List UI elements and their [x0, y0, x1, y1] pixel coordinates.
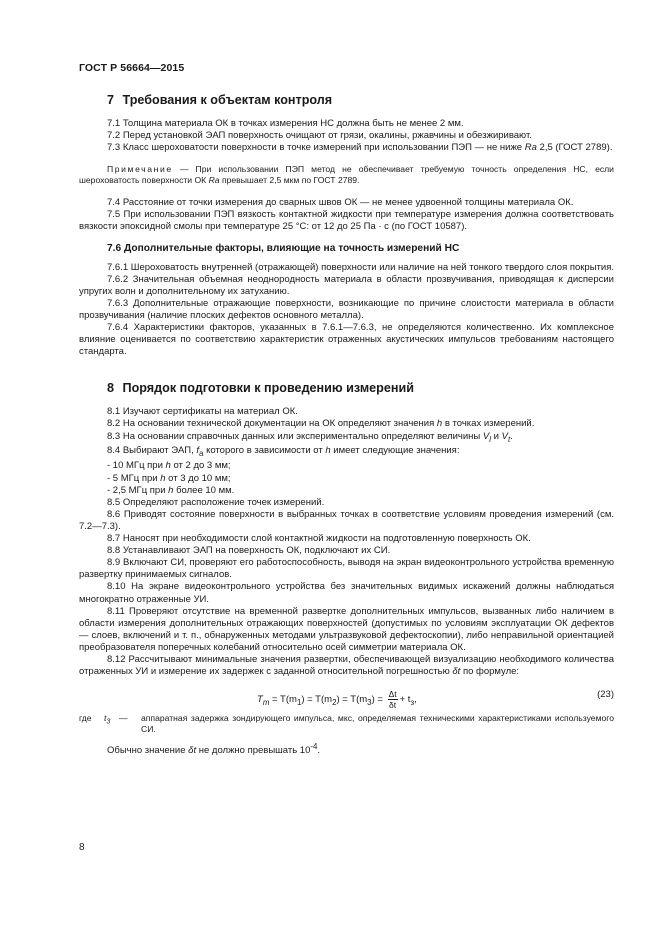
section-8-title: Порядок подготовки к проведению измерений: [122, 381, 414, 396]
page-number: 8: [79, 842, 85, 853]
formula-23: [79, 682, 614, 710]
para-7-3: 7.3 Класс шероховатости поверхности в точке измерений при использовании ПЭП — не ниже Ra 2,5 (ГОСТ 2789).: [107, 142, 613, 154]
para-7-4: 7.4 Расстояние от точки измерения до сварных швов ОК — не менее удвоенной толщины материала ОК.: [107, 197, 574, 209]
para-8-4: 8.4 Выбирают ЭАП, $f_a$ которого в зависимости от h имеет следующие значения:: [107, 445, 460, 459]
para-8-12: 8.12 Рассчитывают минимальные значения развертки, обеспечивающей визуализацию необходимого количества отраженных УИ и измерение их задержек с заданной относительной погрешностью δt по формуле:: [79, 653, 614, 678]
para-7-1: 7.1 Толщина материала ОК в точках измерения НС должна быть не менее 2 мм.: [107, 118, 464, 129]
para-8-8: 8.8 Устанавливают ЭАП на поверхность ОК, подключают их СИ.: [107, 545, 391, 557]
section-7-title: Требования к объектам контроля: [122, 93, 333, 107]
para-8-9: 8.9 Включают СИ, проверяют его работоспособность, выводя на экран видеоконтрольного устройства временную развертку принимаемых сигналов.: [79, 557, 614, 581]
para-7-6-3: 7.6.3 Дополнительные отражающие поверхности, возникающие по причине слоистости материала в области прозвучивания (наличие плоских дефектов основного металла).: [79, 297, 614, 321]
para-8-3: 8.3 На основании справочных данных или экспериментально определяют величины $V_l$ и $V_t$.: [107, 430, 513, 444]
section-7-6-heading: 7.6 Дополнительные факторы, влияющие на точность измерений НС: [107, 242, 460, 254]
document-body: [79, 88, 614, 757]
section-8-number: 8: [107, 381, 115, 396]
where-clause: где $t_3$ — аппаратная задержка зондирующего импульса, мкс, определяемая техническими характеристиками используемого СИ.: [79, 713, 614, 735]
note-7-3: Примечание — При использовании ПЭП метод не обеспечивает требуемую точность определения НС, если шероховатость поверхности ОК Ra превышает 2,5 мкм по ГОСТ 2789.: [79, 164, 614, 186]
para-7-6-1: 7.6.1 Шероховатость внутренней (отражающей) поверхности или наличие на ней тонкого твердого слоя покрытия.: [107, 261, 614, 273]
para-8-5: 8.5 Определяют расположение точек измерений.: [107, 496, 325, 508]
para-8-10: 8.10 На экране видеоконтрольного устройства без значительных видимых искажений должны наблюдаться многократно отраженные УИ.: [79, 581, 614, 605]
para-8-2: 8.2 На основании технической документации на ОК определяют значения h в точках измерений.: [107, 418, 535, 430]
para-7-6-4: 7.6.4 Характеристики факторов, указанных в 7.6.1—7.6.3, не определяются количественно. Их комплексное влияние оценивается по соответствию характеристик отраженных акустических импульсов требованиям настоящего стандарта.: [79, 322, 614, 358]
list-item: - 2,5 МГц при h более 10 мм.: [107, 484, 235, 496]
section-7-heading: [107, 93, 614, 107]
para-8-6: 8.6 Приводят состояние поверхности в выбранных точках в соответствие условиям проведения измерений (см. 7.2—7.3).: [79, 508, 614, 532]
section-8-heading: [107, 381, 614, 395]
formula-fraction: $\frac{\Delta t}{\delta t}$: [388, 689, 397, 711]
equation-number: (23): [597, 689, 614, 701]
document-header: ГОСТ Р 56664—2015: [79, 62, 185, 74]
section-7-number: 7: [107, 93, 115, 107]
para-8-11: 8.11 Проверяют отсутствие на временной развертке дополнительных импульсов, вызванных либо наличием в области измерения дополнительных отражающих поверхностей (допустимых по условиям эксплуатации ОК дефектов — слоев, включений и т. п., обнаруженных методами ультразвуковой дефектоскопии), либо неправильной ориентацией преобразователя поперечных колебаний относительно осей симметрии материала ОК.: [79, 605, 614, 653]
para-8-1: 8.1 Изучают сертификаты на материал ОК.: [107, 406, 298, 418]
para-7-2: 7.2 Перед установкой ЭАП поверхность очищают от грязи, окалины, ржавчины и обезжиривают.: [107, 130, 532, 142]
list-item: - 10 МГц при h от 2 до 3 мм;: [107, 460, 231, 472]
formula-expression: $T_m = T(m_1) = T(m_2) = T(m_3)$ = $\frac{\Delta t}{\delta t}$ + $t_з$,: [257, 689, 417, 711]
note-label: Примечание: [107, 164, 173, 175]
para-8-7: 8.7 Наносят при необходимости слой контактной жидкости на подготовленную поверхность ОК.: [107, 533, 531, 545]
para-7-6-2: 7.6.2 Значительная объемная неоднородность материала в области прозвучивания, приводящая к дисперсии упругих волн и дополнительному их затуханию.: [79, 273, 614, 297]
para-final: Обычно значение δt не должно превышать $10^{-4}$.: [107, 742, 321, 757]
list-item: - 5 МГц при h от 3 до 10 мм;: [107, 472, 231, 484]
para-7-5: 7.5 При использовании ПЭП вязкость контактной жидкости при температуре измерения должна соответствовать вязкости эпоксидной смолы при температуре 25 °С: от 12 до 25 Па · с (по ГОСТ 10587).: [79, 209, 614, 233]
